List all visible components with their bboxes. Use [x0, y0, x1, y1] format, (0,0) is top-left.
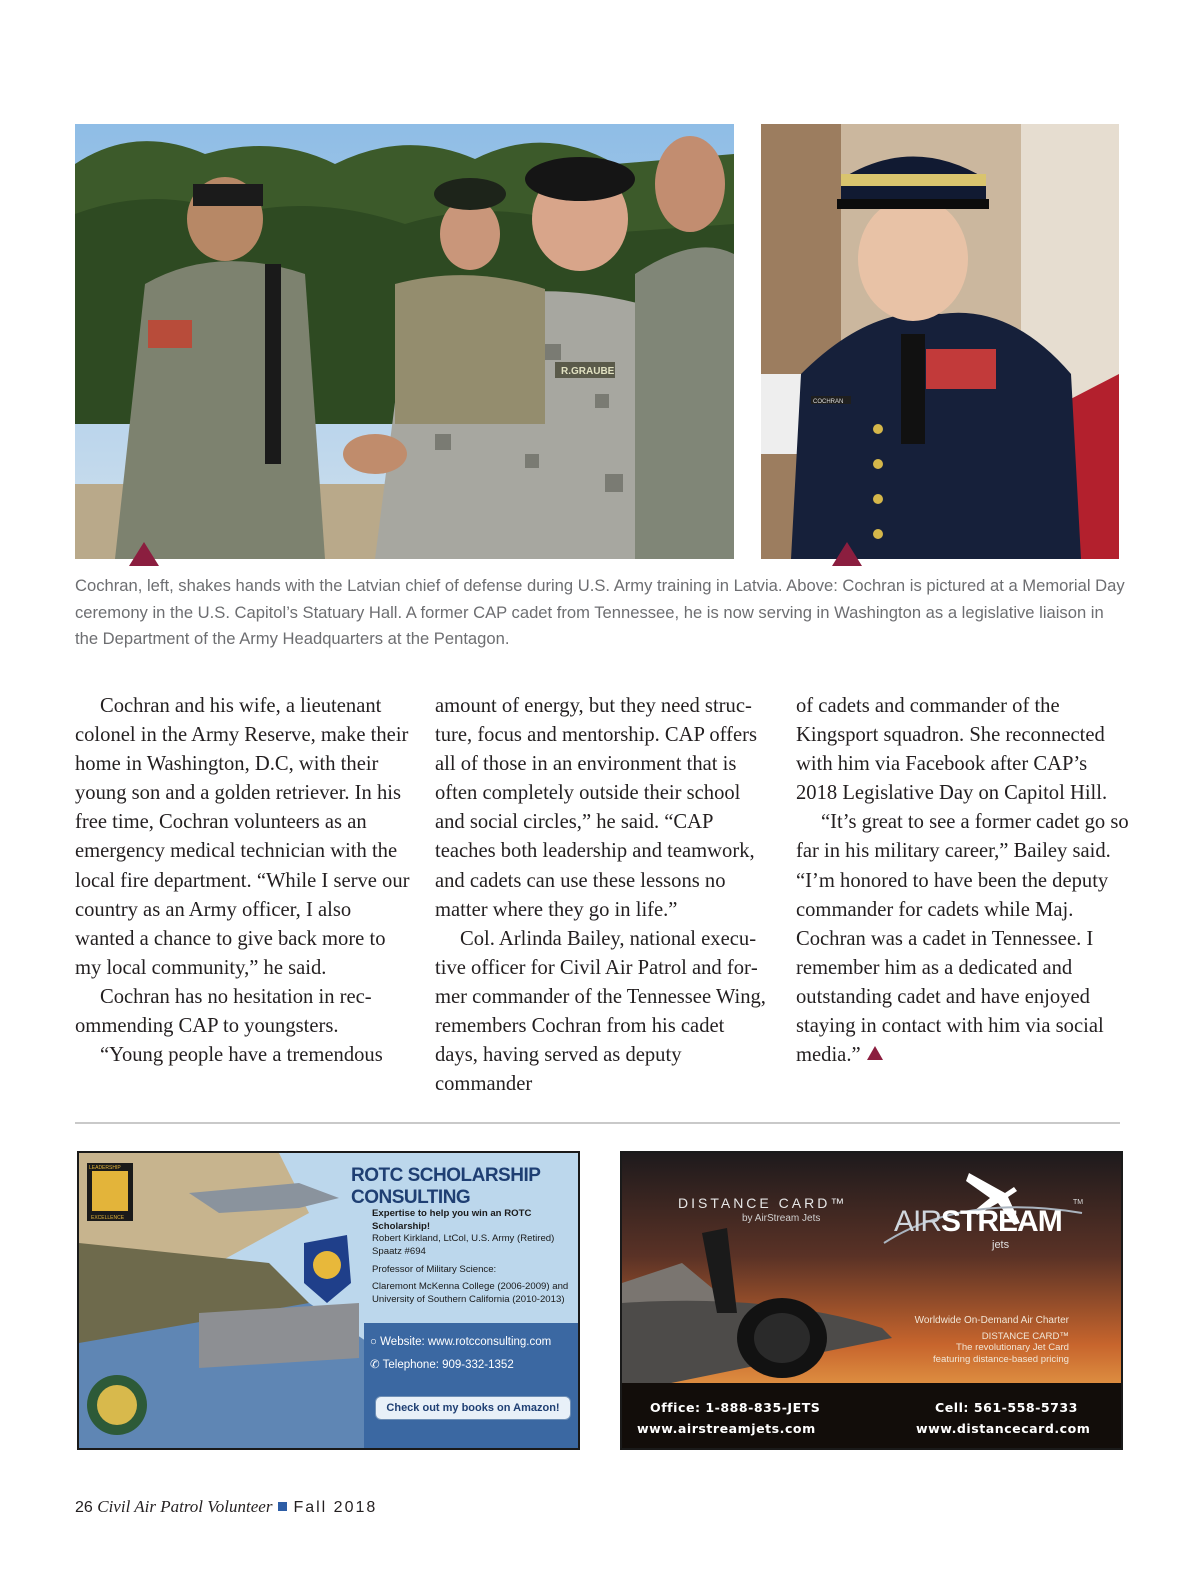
article-column-2 — [435, 692, 771, 1099]
paragraph: of cadets and commander of the Kingsport squadron. She reconnected with him via Facebook after CAP’s 2018 Legislative Day on Capitol Hill. — [796, 695, 1108, 805]
issue-season: Fall 2018 — [293, 1499, 378, 1516]
dress-uniform-portrait-photo — [761, 124, 1119, 559]
photo-marker-triangle — [832, 542, 862, 566]
globe-icon: ○ — [370, 1336, 377, 1348]
ad-history: Claremont McKenna College (2006-2009) and University of Southern California (2010-2013) — [372, 1280, 569, 1305]
amazon-books-button[interactable]: Check out my books on Amazon! — [375, 1396, 571, 1420]
cell-phone[interactable]: Cell: 561-558-5733 — [935, 1400, 1078, 1415]
rotc-scholarship-ad[interactable] — [77, 1151, 580, 1450]
ad-headline: Expertise to help you win an ROTC Scholarship! — [372, 1208, 532, 1232]
airstream-jets-ad[interactable] — [620, 1151, 1123, 1450]
distance-card-subtitle: by AirStream Jets — [742, 1213, 821, 1224]
section-divider — [75, 1122, 1120, 1124]
article-column-1 — [75, 692, 411, 1070]
paragraph: Cochran has no hesitation in recommending CAP to youngsters. — [75, 985, 372, 1038]
badge-top-text: LEADERSHIP — [89, 1165, 121, 1171]
ad-role: Professor of Military Science: — [372, 1264, 497, 1276]
airstream-logo-jets: jets — [992, 1239, 1010, 1251]
badge-bottom-text: EXCELLENCE — [91, 1215, 125, 1221]
handshake-photo — [75, 124, 734, 559]
website-line[interactable]: ○ Website: www.rotcconsulting.com — [370, 1336, 552, 1348]
page-number: 26 — [75, 1499, 93, 1516]
article-column-3 — [796, 692, 1132, 1070]
paragraph: “Young people have a tremendous — [100, 1044, 383, 1067]
phone-icon: ✆ — [370, 1359, 380, 1371]
paragraph — [796, 808, 1132, 1070]
paragraph: Col. Arlinda Bailey, national executive officer for Civil Air Patrol and former commander of the Tennessee Wing, remembers Cochran from his cadet days, having served as deputy commander — [435, 927, 766, 1096]
distancecard-website-link[interactable]: www.distancecard.com — [916, 1421, 1091, 1436]
ad-award: Spaatz #694 — [372, 1245, 426, 1257]
office-phone[interactable]: Office: 1-888-835-JETS — [650, 1400, 821, 1415]
distance-card-title: DISTANCE CARD™ — [678, 1195, 848, 1211]
footer-square-icon — [278, 1502, 287, 1511]
nameplate: COCHRAN — [813, 399, 844, 405]
ad-body — [372, 1208, 577, 1306]
end-mark-icon — [867, 1046, 883, 1060]
paragraph-text: “It’s great to see a former cadet go so far in his military career,” Bailey said. “I’m honored to have been the deputy commander for cadets while Maj. Cochran was a cadet in Tennessee. I remember him as a dedicated and outstanding cadet and have enjoyed staying in contact with him via social media.” — [796, 811, 1129, 1067]
photo-caption: Cochran, left, shakes hands with the Latvian chief of defense during U.S. Army training in Latvia. Above: Cochran is pictured at a Memorial Day ceremony in the U.S. Capitol’s Statuary Hall. A former CAP cadet from Tennessee, he is now serving in Washington as a legislative liaison in the Department of the Army Headquarters at the Pentagon. — [75, 576, 1125, 648]
publication-name: Civil Air Patrol Volunteer — [97, 1497, 273, 1516]
paragraph: Cochran and his wife, a lieutenant colonel in the Army Reserve, make their home in Washington, D.C, with their young son and a golden retriever. In his free time, Cochran volunteers as an emergency medical technician with the local fire department. “While I serve our country as an Army officer, I also wanted a chance to give back more to my local community,” he said. — [75, 695, 410, 979]
name-patch: R.GRAUBE — [561, 366, 615, 377]
paragraph: amount of energy, but they need structure, focus and mentorship. CAP offers all of those in an environment that is often completely outside their school and social circles,” he said. “CAP teaches both leadership and teamwork, and cadets can use these lessons no matter where they go in life.” — [435, 695, 758, 921]
airstream-logo: AIRSTREAM — [894, 1205, 1062, 1238]
phone-line[interactable]: ✆ Telephone: 909-332-1352 — [370, 1359, 514, 1371]
ad-tagline: Worldwide On-Demand Air Charter DISTANCE CARD™ The revolutionary Jet Card featuring distance-based pricing — [914, 1315, 1069, 1365]
airstream-website-link[interactable]: www.airstreamjets.com — [637, 1421, 816, 1436]
ad-title: ROTC SCHOLARSHIP CONSULTING — [351, 1165, 541, 1208]
ad-author: Robert Kirkland, LtCol, U.S. Army (Retired) — [372, 1233, 555, 1245]
ad-contact — [370, 1331, 580, 1377]
trademark: TM — [1073, 1199, 1084, 1206]
page-footer — [75, 1497, 377, 1517]
photo-marker-triangle — [129, 542, 159, 566]
